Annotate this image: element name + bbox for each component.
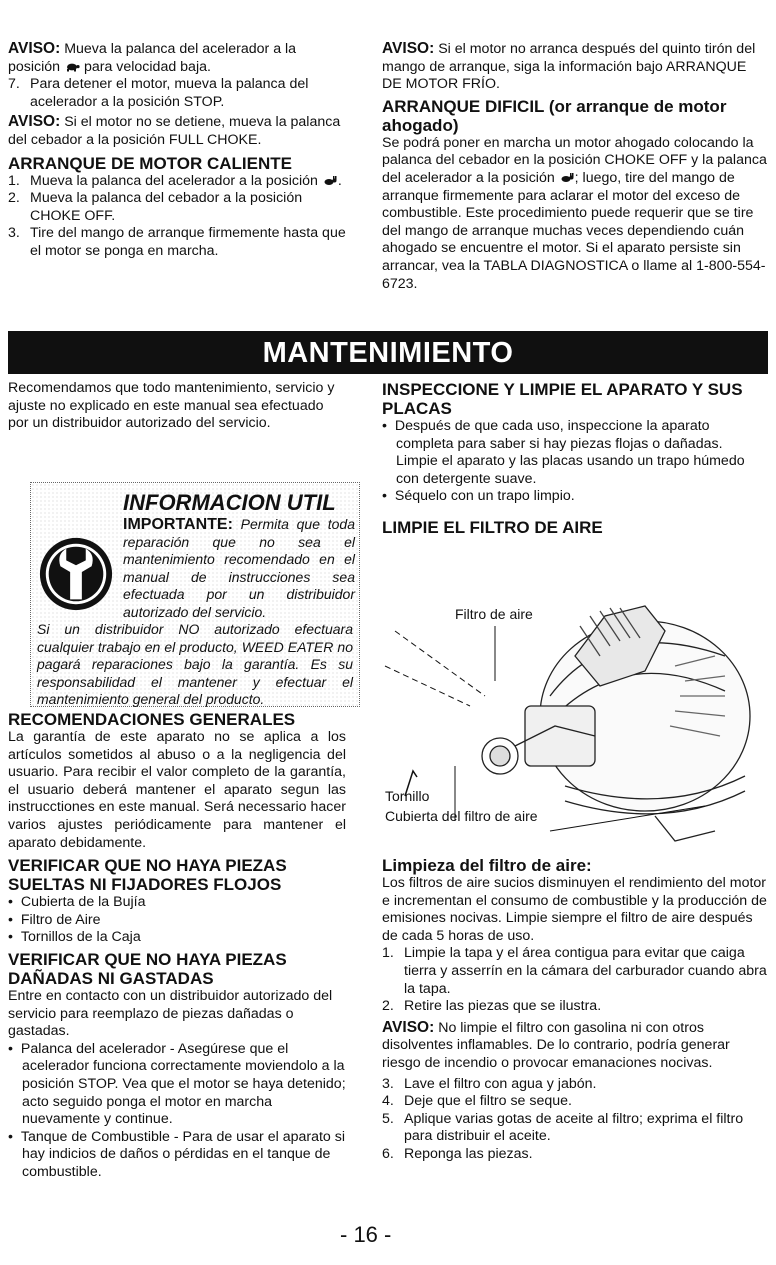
- right-top-column: [382, 40, 768, 293]
- aviso-label: AVISO:: [8, 40, 61, 57]
- rabbit-icon: [322, 176, 338, 186]
- aviso-choke: AVISO: Si el motor no se detiene, mueva la palanca del cebador a la posición FULL CHOKE.: [8, 113, 341, 148]
- hot-step-2: 2. Mueva la palanca del cebador a la posición CHOKE OFF.: [8, 190, 303, 224]
- hot-step-1: 1. Mueva la palanca del acelerador a la posición .: [8, 172, 342, 189]
- aviso-fifth-pull: AVISO: Si el motor no arranca después del quinto tirón del mango de arranque, siga la información bajo ARRANQUE DE MOTOR FRÍO.: [382, 40, 756, 93]
- list-item: • Tanque de Combustible - Para de usar el aparato si hay indicios de daños o pérdidas en el tanque de combustible.: [8, 1128, 345, 1180]
- damaged-text: Entre en contacto con un distribuidor autorizado del servicio para reemplazo de piezas dañadas o gastadas.: [8, 987, 333, 1040]
- cleaning-section: [382, 856, 768, 1164]
- rabbit-icon: [559, 173, 575, 183]
- damaged-parts-heading: VERIFICAR QUE NO HAYA PIEZAS DAÑADAS NI GASTADAS: [8, 949, 287, 988]
- list-item: • Después de que cada uso, inspeccione la aparato completa para saber si hay piezas flojas o dañadas. Limpie el aparato y las placas usando un trapo húmedo con detergente suave.: [382, 418, 745, 487]
- list-item: • Tornillos de la Caja: [8, 929, 141, 946]
- clean-step-4: 4. Deje que el filtro se seque.: [382, 1093, 572, 1110]
- step-7: 7. Para detener el motor, mueva la palanca del acelerador a la posición STOP.: [8, 76, 309, 110]
- aviso-solvents: AVISO: No limpie el filtro con gasolina ni con otros disolventes inflamables. De lo contrario, podría generar riesgo de incendio o provocar emanaciones nocivas.: [382, 1018, 730, 1071]
- inspect-heading: INSPECCIONE Y LIMPIE EL APARATO Y SUS PLACAS: [382, 380, 743, 418]
- general-text: La garantía de este aparato no se aplica a los artículos sometidos al abuso o a la negligencia del usuario. Para recibir el valor completo de la garantía, el usuario deberá mantener el aparato segun las instrucctiones en este manual. Será necessario hacer varios ajustes periódicamente para mantener el aparato debidamente.: [8, 729, 346, 851]
- clean-step-1: 1. Limpie la tapa y el área contigua para evitar que caiga tierra y asserrín en la cámara del carburador cuando abra la tapa.: [382, 945, 767, 997]
- loose-parts-heading: VERIFICAR QUE NO HAYA PIEZAS SUELTAS NI FIJADORES FLOJOS: [8, 856, 287, 895]
- list-item: • Filtro de Aire: [8, 911, 101, 928]
- clean-text: Los filtros de aire sucios disminuyen el rendimiento del motor e incrementan el consumo de combustible y la producción de emisiones nocivas. Limpie siempre el filtro de aire después de cada 5 horas de uso.: [382, 875, 767, 944]
- clean-step-2: 2. Retire las piezas que se ilustra.: [382, 998, 602, 1015]
- clean-step-6: 6. Reponga las piezas.: [382, 1145, 533, 1162]
- list-item: • Cubierta de la Bujía: [8, 894, 146, 911]
- left-top-column: [8, 40, 346, 261]
- hot-start-heading: ARRANQUE DE MOTOR CALIENTE: [8, 153, 292, 173]
- clean-heading: Limpieza del filtro de aire:: [382, 856, 592, 875]
- left-bottom-column: [8, 710, 346, 1181]
- list-item: • Palanca del acelerador - Asegúrese que el acelerador funciona correctamente moviendolo a la posición STOP. Vea que el motor se haya detenido; acto seguido ponga el motor en marcha nuevamente y continue.: [8, 1040, 346, 1128]
- info-important: IMPORTANTE: Permita que toda reparación que no sea el mantenimiento recomendado en el manual de instrucciones sea efectuada por un distribuidor autorizado del servicio.: [123, 516, 355, 620]
- aviso-slow-speed: AVISO: Mueva la palanca del acelerador a la posición para velocidad baja.: [8, 40, 297, 75]
- filter-heading: LIMPIE EL FILTRO DE AIRE: [382, 517, 603, 537]
- info-box: [30, 482, 360, 707]
- turtle-icon: [64, 62, 80, 72]
- info-title: INFORMACION UTIL: [123, 490, 336, 515]
- info-warranty-text: Si un distribuidor NO autorizado efectuara cualquier trabajo en el producto, WEED EATER no pagará reparaciones bajo la garantía. Es su responsabilidad el mantener y efectuar el mantenimiento general del producto.: [37, 621, 353, 707]
- hard-start-heading: ARRANQUE DIFICIL (or arranque de motor ahogado): [382, 96, 727, 135]
- hot-step-3: 3. Tire del mango de arranque firmemente hasta que el motor se ponga en marcha.: [8, 225, 346, 259]
- air-filter-figure: [375, 586, 765, 846]
- maintenance-intro: Recomendamos que todo mantenimiento, servicio y ajuste no explicado en este manual sea efectuado por un distribuidor autorizado del servicio.: [8, 380, 335, 432]
- screw-label: Tornillo: [385, 788, 430, 804]
- list-item: • Séquelo con un trapo limpio.: [382, 488, 575, 505]
- clean-step-3: 3. Lave el filtro con agua y jabón.: [382, 1075, 597, 1092]
- general-heading: RECOMENDACIONES GENERALES: [8, 710, 296, 729]
- wrench-icon: [37, 535, 115, 613]
- clean-step-5: 5. Aplique varias gotas de aceite al filtro; exprima el filtro para distribuir el aceite.: [382, 1110, 744, 1145]
- filter-cover-label: Cubierta del filtro de aire: [385, 808, 538, 824]
- right-bottom-column: [382, 380, 768, 537]
- maintenance-banner: MANTENIMIENTO: [8, 331, 768, 374]
- filter-label: Filtro de aire: [455, 606, 533, 622]
- hard-start-text: Se podrá poner en marcha un motor ahogado colocando la palanca del cebador en la posición CHOKE OFF y la palanca del acelerador a la posición ; luego, tire del mango de arranque firmemente para aclarar el motor del exceso de combustible. Este procedimiento puede requerir que se tire del mango de arranque muchas veces dependiendo cuán ahogado se encuentre el motor. Si el aparato persiste sin arrancar, vea la TABLA DIAGNOSTICA o llame al 1-800-554-6723.: [382, 134, 767, 292]
- page-number: - 16 -: [340, 1222, 392, 1247]
